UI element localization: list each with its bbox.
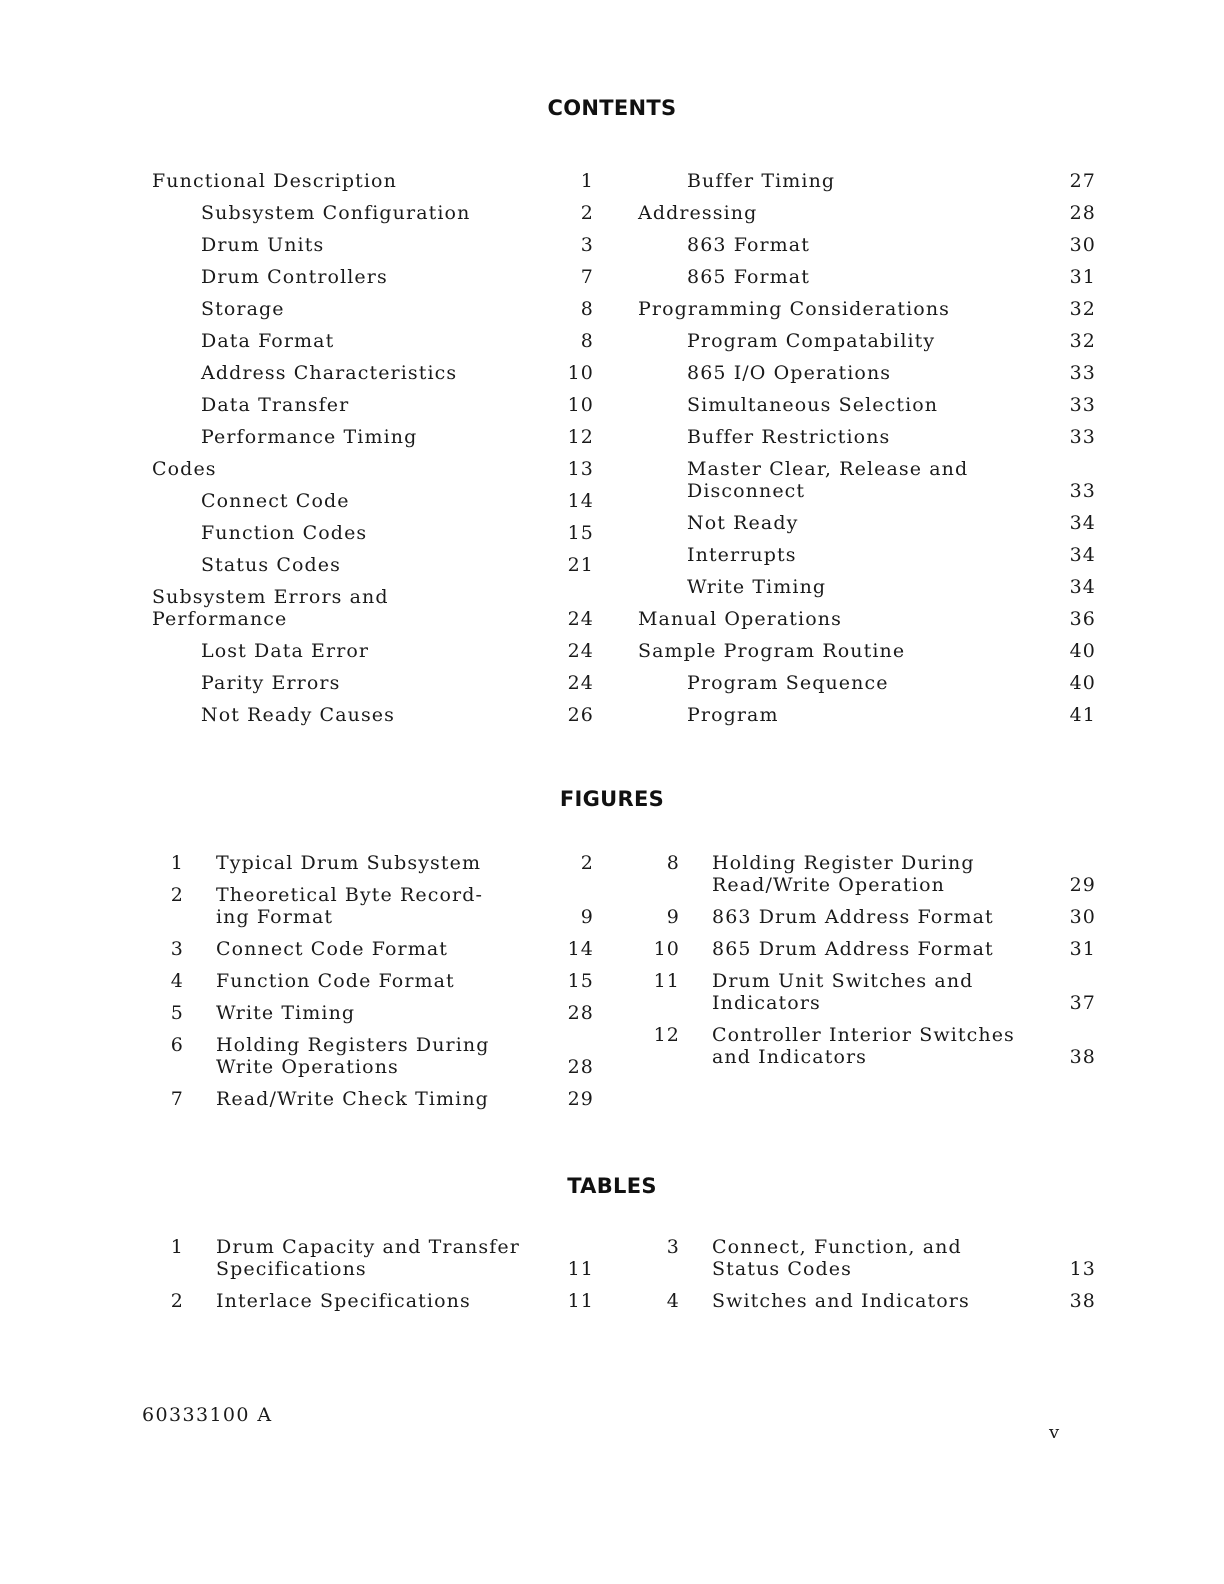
toc-entry-label: Lost Data Error: [201, 640, 370, 662]
toc-entry-label: Programming Considerations: [638, 298, 951, 320]
entry-label: Controller Interior Switches and Indicators: [712, 1024, 1015, 1068]
entry-number: 12: [653, 1024, 680, 1046]
toc-entry: [152, 522, 594, 544]
toc-entry-label: Parity Errors: [201, 672, 341, 694]
entry-number: 1: [170, 1236, 184, 1258]
entry-page: 29: [567, 1088, 594, 1110]
toc-entry-label: Interrupts: [687, 544, 797, 566]
figure-entry: [650, 1024, 1096, 1068]
toc-entry-label: Subsystem Errors and Performance: [152, 586, 389, 630]
toc-entry-page: 36: [1069, 608, 1096, 630]
toc-entry-page: 2: [580, 202, 594, 224]
figures-heading: FIGURES: [559, 787, 665, 811]
toc-entry: [638, 266, 1096, 288]
toc-entry: [638, 394, 1096, 416]
page-number: v: [1049, 1422, 1060, 1443]
entry-page: 31: [1069, 938, 1096, 960]
entry-label: Holding Registers During Write Operations: [216, 1034, 490, 1078]
toc-entry-page: 30: [1069, 234, 1096, 256]
figure-entry: [154, 884, 594, 928]
toc-entry-label: Program Compatability: [687, 330, 936, 352]
tables-heading: TABLES: [567, 1174, 657, 1198]
toc-entry-page: 33: [1069, 480, 1096, 502]
entry-number: 10: [653, 938, 680, 960]
toc-entry-label: Write Timing: [687, 576, 827, 598]
entry-number: 2: [170, 884, 184, 906]
entry-page: 13: [1069, 1258, 1096, 1280]
toc-entry-page: 26: [567, 704, 594, 726]
toc-entry-page: 24: [567, 640, 594, 662]
toc-entry: [152, 394, 594, 416]
toc-entry: [152, 234, 594, 256]
toc-entry-label: Performance Timing: [201, 426, 418, 448]
contents-heading: CONTENTS: [547, 96, 677, 120]
toc-entry-label: Not Ready Causes: [201, 704, 395, 726]
toc-entry-page: 34: [1069, 544, 1096, 566]
entry-label: Connect, Function, and Status Codes: [712, 1236, 962, 1280]
entry-page: 11: [567, 1258, 594, 1280]
toc-entry: [638, 608, 1096, 630]
toc-entry: [152, 586, 594, 630]
toc-entry-page: 31: [1069, 266, 1096, 288]
toc-entry-page: 33: [1069, 426, 1096, 448]
table-entry: [154, 1236, 594, 1280]
toc-entry-page: 7: [580, 266, 594, 288]
toc-entry: [152, 672, 594, 694]
entry-label: Theoretical Byte Record- ing Format: [216, 884, 484, 928]
table-entry: [650, 1236, 1096, 1280]
entry-label: Holding Register During Read/Write Operation: [712, 852, 975, 896]
figure-entry: [154, 938, 594, 960]
toc-entry: [152, 202, 594, 224]
toc-entry: [152, 704, 594, 726]
toc-entry: [152, 554, 594, 576]
entry-number: 7: [170, 1088, 184, 1110]
entry-page: 28: [567, 1056, 594, 1078]
entry-number: 6: [170, 1034, 184, 1056]
entry-page: 37: [1069, 992, 1096, 1014]
toc-entry: [638, 362, 1096, 384]
toc-entry-page: 10: [567, 394, 594, 416]
toc-entry-label: Data Format: [201, 330, 335, 352]
figure-entry: [154, 1088, 594, 1110]
toc-entry-page: 34: [1069, 576, 1096, 598]
toc-entry-label: Functional Description: [152, 170, 397, 192]
toc-entry: [638, 672, 1096, 694]
figure-entry: [650, 970, 1096, 1014]
toc-entry: [638, 234, 1096, 256]
entry-number: 4: [170, 970, 184, 992]
toc-entry-label: Sample Program Routine: [638, 640, 906, 662]
toc-entry-page: 14: [567, 490, 594, 512]
toc-entry-page: 32: [1069, 298, 1096, 320]
figure-entry: [650, 938, 1096, 960]
entry-page: 2: [580, 852, 594, 874]
toc-entry-page: 24: [567, 672, 594, 694]
toc-entry-label: Manual Operations: [638, 608, 842, 630]
toc-entry: [152, 640, 594, 662]
entry-label: Typical Drum Subsystem: [216, 852, 482, 874]
toc-entry-page: 28: [1069, 202, 1096, 224]
entry-page: 14: [567, 938, 594, 960]
toc-entry: [152, 170, 594, 192]
entry-label: 863 Drum Address Format: [712, 906, 994, 928]
entry-page: 28: [567, 1002, 594, 1024]
toc-entry-page: 8: [580, 330, 594, 352]
toc-entry-page: 1: [580, 170, 594, 192]
entry-page: 38: [1069, 1046, 1096, 1068]
toc-entry: [638, 458, 1096, 502]
figure-entry: [650, 906, 1096, 928]
toc-entry-page: 13: [567, 458, 594, 480]
toc-entry-page: 21: [567, 554, 594, 576]
toc-entry-label: Drum Controllers: [201, 266, 388, 288]
toc-entry: [638, 330, 1096, 352]
toc-entry: [638, 170, 1096, 192]
entry-number: 1: [170, 852, 184, 874]
toc-entry-label: Simultaneous Selection: [687, 394, 939, 416]
toc-entry: [638, 544, 1096, 566]
toc-entry: [638, 298, 1096, 320]
entry-label: 865 Drum Address Format: [712, 938, 994, 960]
toc-entry-label: Master Clear, Release and Disconnect: [687, 458, 969, 502]
figure-entry: [154, 1034, 594, 1078]
toc-entry-page: 34: [1069, 512, 1096, 534]
toc-entry: [152, 298, 594, 320]
entry-number: 8: [666, 852, 680, 874]
entry-label: Connect Code Format: [216, 938, 448, 960]
toc-entry-label: Addressing: [638, 202, 758, 224]
toc-entry-label: Codes: [152, 458, 217, 480]
figure-entry: [650, 852, 1096, 896]
toc-entry-label: 865 I/O Operations: [687, 362, 892, 384]
figure-entry: [154, 970, 594, 992]
toc-entry: [638, 202, 1096, 224]
toc-entry-label: 865 Format: [687, 266, 810, 288]
toc-entry-page: 27: [1069, 170, 1096, 192]
toc-entry-page: 33: [1069, 362, 1096, 384]
toc-entry: [638, 640, 1096, 662]
toc-entry-label: Buffer Timing: [687, 170, 836, 192]
toc-entry: [152, 458, 594, 480]
toc-entry-label: Program Sequence: [687, 672, 889, 694]
entry-page: 29: [1069, 874, 1096, 896]
toc-entry-label: Not Ready: [687, 512, 799, 534]
toc-entry-page: 24: [567, 608, 594, 630]
toc-entry-page: 15: [567, 522, 594, 544]
toc-entry: [638, 512, 1096, 534]
toc-entry: [638, 704, 1096, 726]
table-entry: [154, 1290, 594, 1312]
toc-entry-label: Buffer Restrictions: [687, 426, 891, 448]
toc-entry-label: Address Characteristics: [201, 362, 458, 384]
toc-entry-page: 33: [1069, 394, 1096, 416]
entry-label: Drum Capacity and Transfer Specifications: [216, 1236, 520, 1280]
entry-label: Function Code Format: [216, 970, 455, 992]
table-entry: [650, 1290, 1096, 1312]
entry-page: 11: [567, 1290, 594, 1312]
toc-entry-label: Connect Code: [201, 490, 350, 512]
toc-entry: [638, 426, 1096, 448]
entry-label: Switches and Indicators: [712, 1290, 970, 1312]
toc-entry-page: 3: [580, 234, 594, 256]
entry-number: 3: [170, 938, 184, 960]
toc-entry: [638, 576, 1096, 598]
toc-entry-page: 8: [580, 298, 594, 320]
toc-entry: [152, 490, 594, 512]
entry-page: 38: [1069, 1290, 1096, 1312]
toc-entry: [152, 330, 594, 352]
entry-label: Read/Write Check Timing: [216, 1088, 489, 1110]
toc-entry-label: Function Codes: [201, 522, 368, 544]
toc-entry-page: 40: [1069, 672, 1096, 694]
entry-number: 4: [666, 1290, 680, 1312]
toc-entry-label: Storage: [201, 298, 285, 320]
toc-entry-page: 40: [1069, 640, 1096, 662]
toc-entry-page: 32: [1069, 330, 1096, 352]
entry-page: 9: [580, 906, 594, 928]
toc-entry: [152, 266, 594, 288]
document-code: 60333100 A: [142, 1404, 273, 1426]
entry-label: Drum Unit Switches and Indicators: [712, 970, 974, 1014]
toc-entry: [152, 426, 594, 448]
entry-label: Write Timing: [216, 1002, 356, 1024]
toc-entry-page: 10: [567, 362, 594, 384]
toc-entry-label: Drum Units: [201, 234, 325, 256]
entry-number: 2: [170, 1290, 184, 1312]
entry-page: 30: [1069, 906, 1096, 928]
toc-entry-label: Data Transfer: [201, 394, 350, 416]
entry-number: 5: [170, 1002, 184, 1024]
entry-page: 15: [567, 970, 594, 992]
entry-label: Interlace Specifications: [216, 1290, 471, 1312]
toc-entry-page: 41: [1069, 704, 1096, 726]
toc-entry-label: Subsystem Configuration: [201, 202, 471, 224]
toc-entry-label: 863 Format: [687, 234, 810, 256]
toc-entry: [152, 362, 594, 384]
toc-entry-label: Program: [687, 704, 779, 726]
entry-number: 3: [666, 1236, 680, 1258]
toc-entry-label: Status Codes: [201, 554, 341, 576]
figure-entry: [154, 1002, 594, 1024]
toc-entry-page: 12: [567, 426, 594, 448]
figure-entry: [154, 852, 594, 874]
entry-number: 11: [653, 970, 680, 992]
entry-number: 9: [666, 906, 680, 928]
